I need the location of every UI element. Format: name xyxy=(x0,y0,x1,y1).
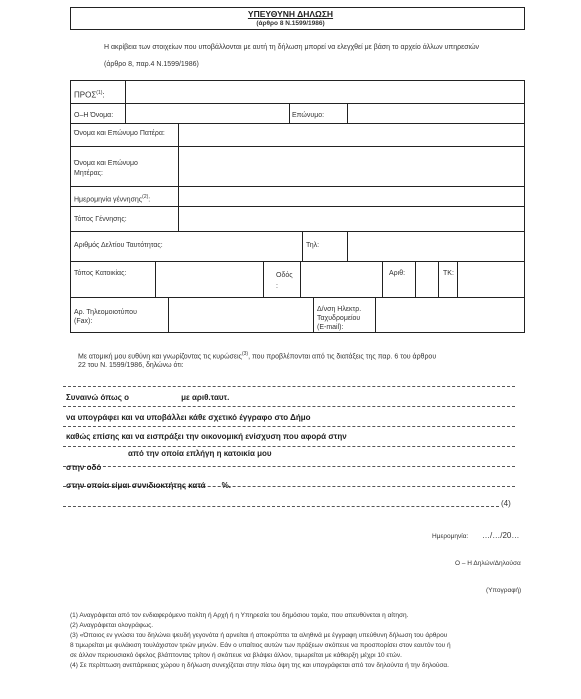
id-number-label: Αριθμός Δελτίου Ταυτότητας: xyxy=(74,242,163,249)
residence-label: Τόπος Κατοικίας: xyxy=(74,270,127,277)
declaration-line-3: καθώς επίσης και να εισπράξει την οικονομική ενίσχυση που αφορά στην xyxy=(66,432,347,441)
postal-code-field[interactable] xyxy=(458,262,524,297)
dashed-line xyxy=(63,446,515,447)
recipient-field[interactable] xyxy=(126,81,524,103)
street-number-label: Αριθ: xyxy=(389,270,406,277)
mother-name-label: Όνομα και Επώνυμο Μητέρας: xyxy=(74,160,138,177)
declaration-line-1: Συναινώ όπως ο με αριθ.ταυτ. xyxy=(66,393,230,402)
id-number-field[interactable] xyxy=(179,232,302,261)
residence-field[interactable] xyxy=(156,262,263,297)
note-1: (1) Αναγράφεται από τον ενδιαφερόμενο πολίτη ή Αρχή ή η Υπηρεσία του δημόσιου τομέα, που απευθύνεται η αίτηση. xyxy=(70,612,409,619)
dashed-line xyxy=(63,466,515,467)
fax-label: Αρ. Τηλεομοιοτύπου (Fax): xyxy=(74,309,137,325)
street-field[interactable] xyxy=(301,262,382,297)
last-name-field[interactable] xyxy=(348,104,524,123)
intro-line-1: Η ακρίβεια των στοιχείων που υποβάλλονται με αυτή τη δήλωση μπορεί να ελεγχθεί με βάση το αρχείο άλλων υπηρεσιών xyxy=(104,44,480,51)
street-number-field[interactable] xyxy=(416,262,438,297)
declaration-line-6: στην οποία είμαι συνιδιοκτήτης κατά %. xyxy=(66,481,231,490)
mother-name-field[interactable] xyxy=(179,147,524,186)
phone-field[interactable] xyxy=(348,232,524,261)
first-name-field[interactable] xyxy=(126,104,289,123)
note-2: (2) Αναγράφεται ολογράφως. xyxy=(70,622,154,629)
dashed-line xyxy=(63,426,515,427)
declaration-line-4: από την οποία επλήγη η κατοικία μου xyxy=(128,449,272,458)
father-name-label: Όνομα και Επώνυμο Πατέρα: xyxy=(74,130,165,137)
note-3: (3) «Όποιος εν γνώσει του δηλώνει ψευδή γεγονότα ή αρνείται ή αποκρύπτει τα αληθινά με έγγραφη υπεύθυνη δήλωση του άρθρου xyxy=(70,632,448,639)
column-divider xyxy=(382,261,383,297)
column-divider xyxy=(313,297,314,333)
column-divider xyxy=(302,231,303,261)
intro-line-2: (άρθρο 8, παρ.4 Ν.1599/1986) xyxy=(104,61,199,68)
column-divider xyxy=(289,103,290,123)
date-value[interactable]: …/…/20… xyxy=(482,531,520,540)
column-divider xyxy=(438,261,439,297)
form-title: ΥΠΕΥΘΥΝΗ ΔΗΛΩΣΗ xyxy=(247,9,334,19)
dashed-line xyxy=(63,506,499,507)
email-label: Δ/νση Ηλεκτρ. Ταχυδρομείου (E-mail): xyxy=(317,306,362,331)
fax-field[interactable] xyxy=(169,298,313,333)
declaration-line-2: να υπογράφει και να υποβάλλει κάθε σχετικό έγγραφο στο Δήμο xyxy=(66,413,311,422)
birthdate-label: Ημερομηνία γέννησης$^{(2)}$: xyxy=(74,194,151,204)
street-label: Οδός : xyxy=(276,272,293,290)
signature-label: (Υπογραφή) xyxy=(486,587,522,594)
continuation-mark: (4) xyxy=(501,499,511,508)
birthdate-field[interactable] xyxy=(179,187,524,206)
declaration-intro-1: Με ατομική μου ευθύνη και γνωρίζοντας τις κυρώσεις$^{(3)}$, που προβλέπονται από τις διατάξεις της παρ. 6 του άρθρου xyxy=(78,351,437,361)
column-divider xyxy=(263,261,264,297)
father-name-field[interactable] xyxy=(179,124,524,146)
declarant-label: Ο – Η Δηλών/Δηλούσα xyxy=(455,560,521,567)
postal-code-label: ΤΚ: xyxy=(443,270,454,277)
recipient-label: ΠΡΟΣ$^{(1)}$: xyxy=(74,90,105,100)
note-4: (4) Σε περίπτωση ανεπάρκειας χώρου η δήλωση συνεχίζεται στην πίσω όψη της και υπογράφεται από τον δηλούντα ή την δηλούσα. xyxy=(70,662,449,669)
note-3-cont-2: σε άλλον περιουσιακό όφελος βλάπτοντας τρίτον ή σκόπευε να βλάψει άλλον, τιμωρείται με κάθειρξη μέχρι 10 ετών. xyxy=(70,652,402,659)
note-3-cont-1: 8 τιμωρείται με φυλάκιση τουλάχιστον τριών μηνών. Εάν ο υπαίτιος αυτών των πράξεων σκόπευε να προσπορίσει στον εαυτόν του ή xyxy=(70,642,451,649)
dashed-line xyxy=(63,386,515,387)
declaration-intro-2: 22 του Ν. 1599/1986, δηλώνω ότι: xyxy=(78,362,184,369)
email-field[interactable] xyxy=(376,298,524,333)
first-name-label: Ο–Η Όνομα: xyxy=(74,112,114,119)
dashed-line xyxy=(63,406,515,407)
declaration-line-5: στην οδό xyxy=(66,463,102,472)
phone-label: Τηλ: xyxy=(306,242,320,249)
birthplace-field[interactable] xyxy=(179,207,524,231)
birthplace-label: Τόπος Γέννησης: xyxy=(74,216,127,223)
date-label: Ημερομηνία: xyxy=(432,533,469,540)
form-subtitle: (άρθρο 8 Ν.1599/1986) xyxy=(256,20,325,27)
last-name-label: Επώνυμο: xyxy=(292,112,325,119)
